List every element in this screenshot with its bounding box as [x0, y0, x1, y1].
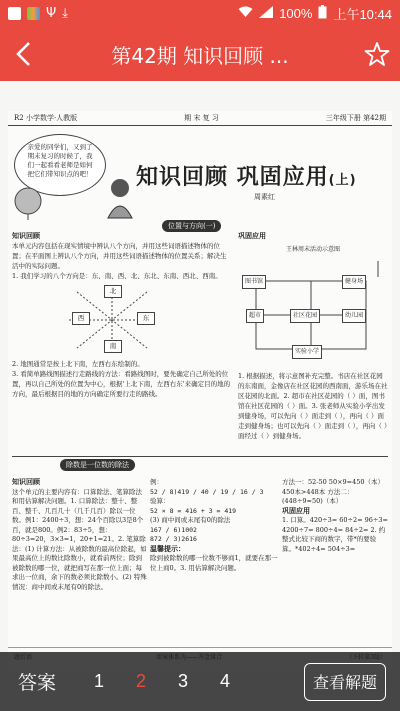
chevron-left-icon	[15, 41, 31, 67]
map-diagram	[238, 259, 388, 371]
section-tag	[162, 213, 221, 232]
method-text: 方法一：52-50 50×9=450（本）450本>448本 方法二：(448÷9≈50)（本）	[282, 478, 385, 505]
note-example: (3) 商中间或末尾有0的除法	[150, 516, 231, 524]
section-title: 位置与方向(一)	[162, 220, 221, 232]
division-text: 这个单元的主要内容有：口算除法、笔算除法和用估算解决问题。1. 口算除法：整十、整百、整千、几百几十（几千几百）除以一位数。例1：2400÷3，想：24个百除以3是8个百，就是800。例2：83÷5，想：80÷3=20，3×3=1，20+1=21。2. 笔算除法：(1) 计算方法：从被除数的最高位除起，如果最高位上的数比除数小，就看前两位；除到被除数的哪一位，就把商写在那一位上面；每求出一位商，余下的数必须比除数小。(2) 特殊情况：商中间或末尾有0的除法。	[12, 487, 147, 591]
photo-icon	[8, 7, 21, 20]
answer-label: 答案	[18, 672, 57, 694]
paper-issue: 三年级下册 第42期	[325, 114, 386, 122]
division-apply-list: 1. 口算。420÷3= 60÷2= 96÷3= 4200÷7= 800÷4= 84÷2= 2. 约整式比较下商的数字，带*的要验算。*402÷4= 504÷3=	[282, 516, 388, 553]
knowledge-text: 本单元内容包括在现实情境中辨认八个方向，并用这些词语描述物体的位置；在平面图上辨认八个方向，并用这些词语描述物体的位置关系；解决生活中的实际问题。	[12, 242, 227, 270]
check-label: 验算：	[150, 497, 170, 505]
map-school: 实验小学	[292, 345, 322, 359]
paper-column: 期 末 复 习	[184, 114, 219, 122]
example-label: 例：	[150, 478, 163, 486]
compass-west: 西	[72, 312, 90, 325]
map-kindergarten: 幼儿园	[342, 309, 366, 323]
speech-bubble: 亲爱的同学们，又到了期末复习的时候了，我们一起看看老师是如何把它们带知识点的吧！	[14, 134, 106, 196]
download-icon: ⤓	[62, 6, 68, 21]
point-3: 3. 看简单路线图描述行走路线的方法：看路线图时，要先确定自己所处的位置，再以自己所处的位置为中心，根据'上北下南，左西右东'来确定目的地的方向，最后根据目的地的方向确定所要行走的路线。	[12, 370, 231, 398]
section2-title: 除数是一位数的除法	[60, 459, 135, 471]
directions-list: 1. 我们学习的八个方向是：东、南、西、北、东北、东南、西北、西南。	[12, 272, 222, 280]
calc-2: 52 × 8 = 416 + 3 = 419	[150, 506, 237, 515]
division-knowledge	[12, 478, 147, 592]
answer-page-4[interactable]: 4	[220, 671, 231, 691]
map-garden: 社区花园	[290, 309, 320, 323]
compass-south: 南	[104, 340, 122, 353]
tip-text: 除到被除数的哪一位数不够商1，就要在那一位上商0。3. 用估算解决问题。	[150, 554, 278, 572]
battery-percent: 100%	[279, 6, 313, 21]
answer-page-2[interactable]: 2	[136, 671, 147, 691]
title-text: 知识回顾 巩固应用	[136, 165, 329, 190]
page-title: 第42期 知识回顾 ...	[111, 43, 289, 68]
battery-icon	[318, 5, 327, 22]
apply-heading: 巩固应用	[238, 232, 266, 240]
paper-brand: R2 小学数学·人教版	[14, 114, 78, 122]
right-column	[238, 231, 388, 441]
kids-illustration	[100, 176, 140, 220]
star-icon	[364, 41, 390, 67]
usb-icon: Ψ	[46, 6, 57, 21]
clock: 上午10:44	[333, 7, 392, 22]
division-apply	[282, 478, 388, 554]
section-division	[12, 456, 388, 591]
answer-page-1[interactable]: 1	[94, 671, 105, 691]
wifi-icon	[238, 6, 253, 21]
map-library: 图书馆	[242, 275, 266, 289]
compass-north: 北	[104, 285, 122, 298]
knowledge-heading: 知识回顾	[12, 232, 40, 240]
compass-east: 东	[137, 312, 155, 325]
tip-heading: 温馨提示：	[150, 544, 185, 553]
map-gym: 健身场	[342, 275, 366, 289]
view-solution-button[interactable]: 查看解题	[304, 663, 386, 701]
status-bar	[0, 0, 400, 27]
answer-bar	[0, 652, 400, 711]
app-icon	[27, 7, 40, 20]
calc-1: 52 / 8)419 / 40 / 19 / 16 / 3	[150, 487, 264, 496]
top-app-bar	[0, 27, 400, 81]
map-supermarket: 超市	[246, 309, 264, 323]
balloon-illustration	[10, 186, 46, 220]
compass-diagram	[12, 285, 232, 355]
point-2: 2. 地图通常是按上北下南，左西右东绘制的。	[12, 360, 144, 368]
cell-signal-icon	[259, 6, 273, 21]
apply-text: 1. 根据描述，将示意图补充完整。书店在社区花园的东南面，金像店在社区花园的西南面，游乐场在社区花园的北面。2. 超市在社区花园的（ ）面，图书馆在社区花园的（ ）面。3. 张老师从实验小学出发到健身场，可以先向（ ）面走到（ ），再向（ ）面走到健身场；也可以先向（ ）面走到（ ），再向（ ）面经过（ ）到健身场。	[238, 372, 388, 440]
title-banner	[8, 126, 392, 221]
division-examples	[150, 478, 278, 573]
main-title	[136, 160, 357, 191]
answer-page-3[interactable]: 3	[178, 671, 189, 691]
author: 周素红	[254, 193, 275, 201]
map-title: 王林周末活动示意图	[285, 246, 340, 253]
favorite-button[interactable]	[354, 27, 400, 81]
division-heading: 知识回顾	[12, 478, 40, 486]
paper-header	[8, 111, 392, 126]
newspaper-page	[8, 111, 392, 671]
calc-3: 167 / 6)1002	[150, 525, 197, 534]
section-divider	[12, 456, 388, 473]
calc-4: 872 / 3)2616	[150, 535, 197, 543]
content-viewer[interactable]	[0, 81, 400, 711]
division-apply-heading: 巩固应用	[282, 506, 310, 515]
left-column	[12, 231, 232, 399]
back-button[interactable]	[0, 27, 46, 81]
title-sub: (上)	[328, 173, 357, 188]
